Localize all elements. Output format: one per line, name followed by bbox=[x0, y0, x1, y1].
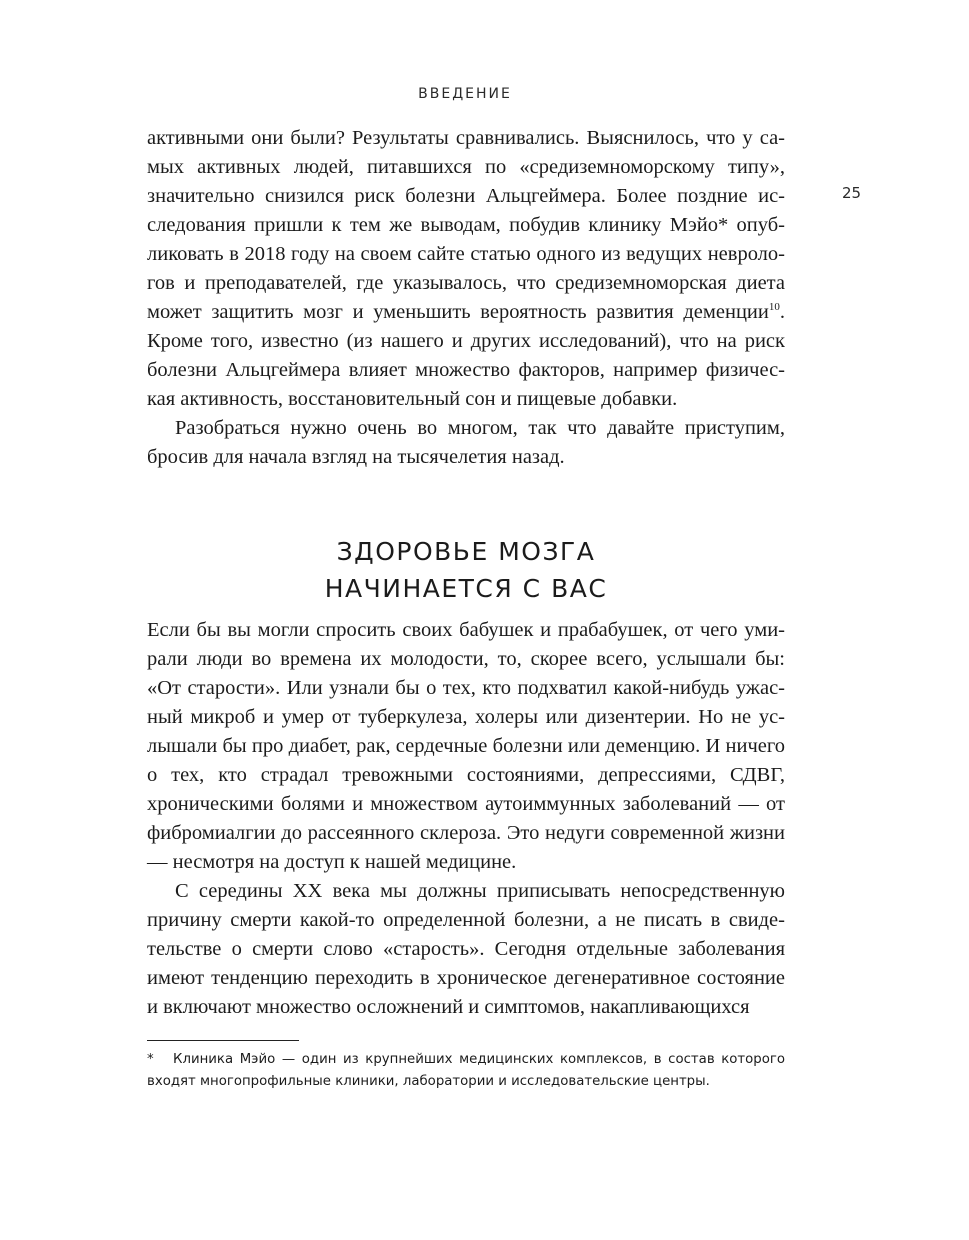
section-heading-line-1: ЗДОРОВЬЕ МОЗГА bbox=[336, 537, 596, 566]
footnote-text: Клиника Мэйо — один из крупнейших медицинских комплексов, в состав которого входят многопрофильные клиники, лаборатории и исследовательские центры. bbox=[147, 1052, 785, 1089]
footnote-divider bbox=[147, 1040, 299, 1041]
section-heading bbox=[147, 533, 785, 607]
paragraph-1 bbox=[147, 124, 785, 414]
paragraph-4: С середины XX века мы должны приписывать непосредственную причину смерти какой-то определенной болезни, а не писать в свидетельстве о смерти слово «старость». Сегодня отдельные заболевания имеют тенденцию переходить в хроническое дегенеративное состояние и включают множество осложнений и симптомов, накапливающихся bbox=[147, 880, 785, 1018]
body-text-top bbox=[147, 124, 785, 472]
paragraph-2: Разобраться нужно очень во многом, так что давайте приступим, бросив для начала взгляд на тысячелетия назад. bbox=[147, 417, 785, 468]
endnote-ref-10[interactable]: 10 bbox=[768, 301, 780, 314]
page-number: 25 bbox=[842, 184, 862, 202]
footnote bbox=[147, 1049, 785, 1093]
paragraph-1-text-a: активными они были? Результаты сравнивались. Выяснилось, что у самых активных людей, питавшихся по «средиземноморскому типу», значительно снизился риск болезни Альцгеймера. Более поздние исследования пришли к тем же выводам, побудив клинику Мэйо* опубликовать в 2018 году на своем сайте статью одного из ведущих неврологов и преподавателей, где указывалось, что средиземноморская диета может защитить мозг и уменьшить вероятность развития деменции bbox=[147, 127, 785, 323]
section-heading-line-2: НАЧИНАЕТСЯ С ВАС bbox=[324, 574, 608, 603]
paragraph-1-text-b: . Кроме того, известно (из нашего и других исследований), что на риск болезни Альцгеймера влияет множество факторов, например физическая активность, восстановительный сон и пищевые добавки. bbox=[147, 301, 785, 410]
paragraph-3: Если бы вы могли спросить своих бабушек и прабабушек, от чего умирали люди во времена их молодости, то, скорее всего, услышали бы: «От старости». Или узнали бы о тех, кто подхватил какой-нибудь ужасный микроб и умер от туберкулеза, холеры или дизентерии. Но не услышали бы про диабет, рак, сердечные болезни или деменцию. И ничего о тех, кто страдал тревожными состояниями, депрессиями, СДВГ, хроническими болями и множеством аутоиммунных заболеваний — от фибромиалгии до рассеянного склероза. Это недуги современной жизни — несмотря на доступ к нашей медицине. bbox=[147, 619, 785, 873]
body-text-bottom bbox=[147, 616, 785, 1022]
footnote-mark: * bbox=[147, 1052, 154, 1067]
running-head: ВВЕДЕНИЕ bbox=[418, 86, 512, 102]
